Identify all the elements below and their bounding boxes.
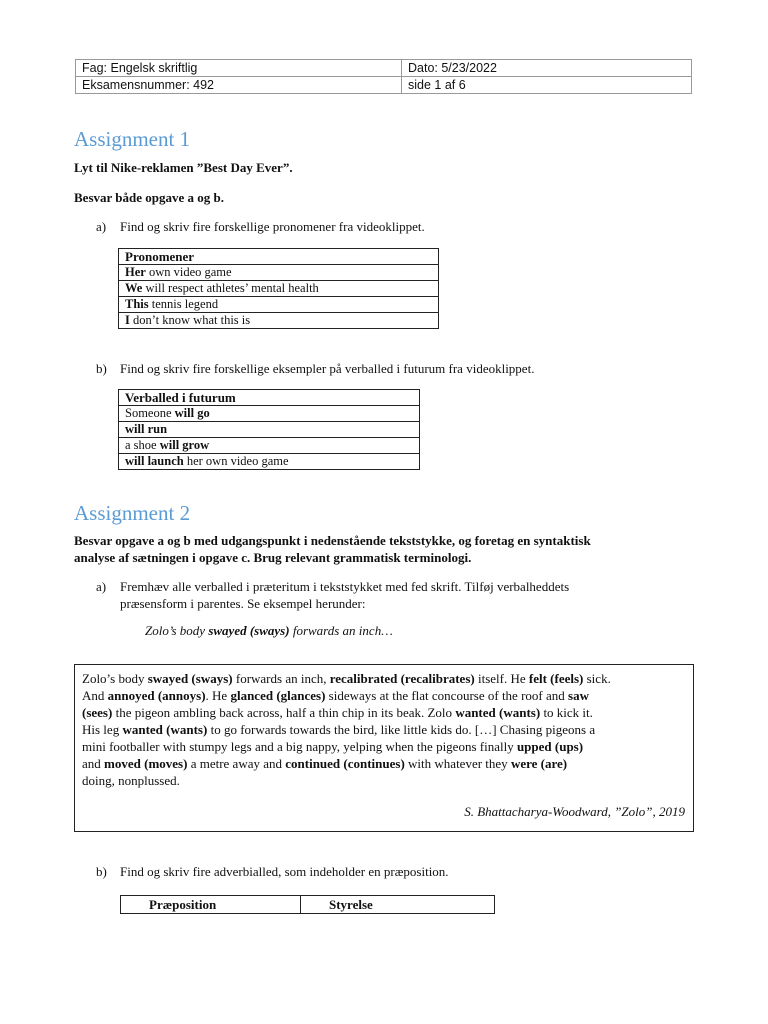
- table-row: will run: [119, 422, 420, 438]
- preposition-header: Præposition: [121, 896, 301, 914]
- page-cell: side 1 af 6: [402, 77, 692, 94]
- passage-line: His leg wanted (wants) to go forwards towards the bird, like little kids do. […] Chasing pigeons a: [82, 722, 596, 737]
- text-passage: [82, 670, 686, 789]
- table-row: This tennis legend: [119, 297, 439, 313]
- item-label: b): [96, 361, 107, 376]
- assignment-2-title: Assignment 2: [74, 501, 191, 525]
- table-row: Her own video game: [119, 265, 439, 281]
- assignment-2-instruction-line-2: analyse af sætningen i opgave c. Brug relevant grammatisk terminologi.: [74, 550, 472, 565]
- future-verbs-header: Verballed i futurum: [119, 390, 420, 406]
- exam-number-cell: Eksamensnummer: 492: [76, 77, 402, 94]
- item-text-line-1: Fremhæv alle verballed i præteritum i tekststykket med fed skrift. Tilføj verbalheddets: [120, 579, 570, 594]
- passage-line: And annoyed (annoys). He glanced (glances) sideways at the flat concourse of the roof and saw: [82, 688, 589, 703]
- item-label: b): [96, 864, 107, 879]
- assignment-2-instruction-line-1: Besvar opgave a og b med udgangspunkt i nedenstående tekststykke, og foretag en syntaktisk: [74, 533, 591, 548]
- example-sentence: Zolo’s body swayed (sways) forwards an inch…: [145, 623, 393, 638]
- passage-line: (sees) the pigeon ambling back across, half a thin chip in its beak. Zolo wanted (wants) to kick it.: [82, 705, 593, 720]
- table-row: Someone will go: [119, 406, 420, 422]
- governing-header: Styrelse: [301, 896, 495, 914]
- table-row: will launch her own video game: [119, 454, 420, 470]
- passage-line: Zolo’s body swayed (sways) forwards an inch, recalibrated (recalibrates) itself. He felt (feels) sick.: [82, 671, 611, 686]
- pronouns-header: Pronomener: [119, 249, 439, 265]
- item-label: a): [96, 579, 107, 594]
- table-row: a shoe will grow: [119, 438, 420, 454]
- header-table: [75, 59, 692, 94]
- item-text: Find og skriv fire adverbialled, som indeholder en præposition.: [120, 864, 449, 879]
- item-label: a): [96, 219, 107, 234]
- text-passage-box: [74, 664, 694, 832]
- item-text-line-2: præsensform i parentes. Se eksempel herunder:: [120, 596, 366, 611]
- item-text: Find og skriv fire forskellige pronomener fra videoklippet.: [120, 219, 425, 234]
- subject-cell: Fag: Engelsk skriftlig: [76, 60, 402, 77]
- pronouns-table: [118, 248, 439, 329]
- date-cell: Dato: 5/23/2022: [402, 60, 692, 77]
- future-verbs-table: [118, 389, 420, 470]
- table-row: I don’t know what this is: [119, 313, 439, 329]
- table-row: We will respect athletes’ mental health: [119, 281, 439, 297]
- assignment-1-title: Assignment 1: [74, 127, 191, 151]
- citation: S. Bhattacharya-Woodward, ”Zolo”, 2019: [464, 804, 685, 819]
- passage-line: doing, nonplussed.: [82, 773, 180, 788]
- assignment-1-instruction: Besvar både opgave a og b.: [74, 190, 224, 205]
- passage-line: mini footballer with stumpy legs and a big nappy, yelping when the pigeons finally upped (ups): [82, 739, 584, 754]
- passage-line: and moved (moves) a metre away and continued (continues) with whatever they were (are): [82, 756, 568, 771]
- item-text: Find og skriv fire forskellige eksempler på verballed i futurum fra videoklippet.: [120, 361, 535, 376]
- assignment-1-intro: Lyt til Nike-reklamen ”Best Day Ever”.: [74, 160, 293, 175]
- preposition-table: [120, 895, 495, 914]
